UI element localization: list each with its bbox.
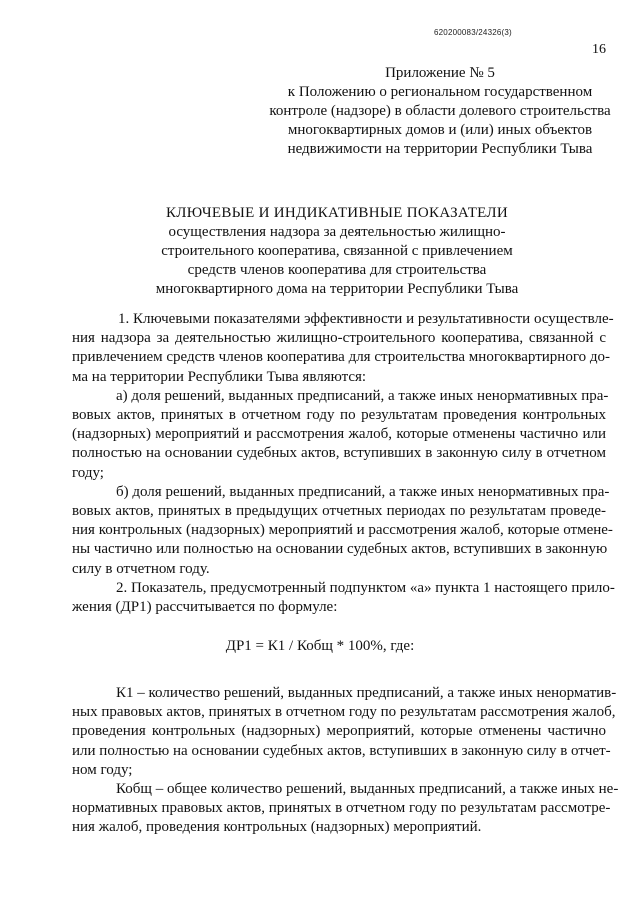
appendix-line: к Положению о региональном государственном [287, 84, 593, 100]
text-line: Кобщ – общее количество решений, выданных предписаний, а также иных не- [116, 781, 619, 798]
text-line: ния контрольных (надзорных) мероприятий и рассмотрения жалоб, которые отмене- [72, 522, 613, 539]
definitions [72, 684, 619, 838]
title-line: осуществления надзора за деятельностью жилищно- [168, 224, 506, 240]
text-line: привлечением средств членов кооператива для строительства многоквартирного до- [72, 349, 610, 366]
title-line: строительного кооператива, связанной с привлечением [161, 243, 513, 259]
text-line: вовых актов, принятых в отчетном году по результатам проведения контрольных [72, 407, 606, 424]
appendix-line: недвижимости на территории Республики Тыва [287, 141, 593, 157]
text-line: К1 – количество решений, выданных предписаний, а также иных ненорматив- [116, 685, 617, 701]
text-line: ма на территории Республики Тыва являются: [72, 368, 367, 385]
paragraph-1 [72, 310, 614, 387]
appendix-header [255, 64, 625, 159]
text-line: а) доля решений, выданных предписаний, а также иных ненормативных пра- [116, 387, 609, 404]
title-main: КЛЮЧЕВЫЕ И ИНДИКАТИВНЫЕ ПОКАЗАТЕЛИ [165, 205, 509, 221]
text-line: ны частично или полностью на основании судебных актов, вступивших в законную [72, 541, 608, 558]
page-number: 16 [592, 42, 606, 57]
text-line: или полностью на основании судебных актов, вступивших в законную силу в отчет- [72, 742, 611, 759]
paragraph-b [72, 483, 613, 579]
appendix-line: контроле (надзоре) в области долевого строительства [269, 103, 611, 119]
paragraph-2 [72, 579, 615, 617]
title-line: средств членов кооператива для строительства [187, 262, 487, 278]
title-line: многоквартирного дома на территории Республики Тыва [155, 281, 519, 297]
text-line: полностью на основании судебных актов, вступивших в законную силу в отчетном [72, 445, 606, 462]
text-line: ния надзора за деятельностью жилищно-строительного кооператива, связанной с [72, 330, 606, 347]
text-line: (надзорных) мероприятий и рассмотрения жалоб, которые отменены частично или [72, 426, 606, 443]
text-line: ных правовых актов, принятых в отчетном году по результатам рассмотрения жалоб, [72, 704, 616, 721]
text-line: ном году; [72, 761, 133, 778]
text-line: проведения контрольных (надзорных) мероприятий, которые отменены частично [72, 723, 606, 740]
appendix-line: Приложение № 5 [385, 65, 495, 81]
text-line: жения (ДР1) рассчитывается по формуле: [72, 599, 338, 616]
definition-k1 [72, 684, 617, 780]
appendix-line: многоквартирных домов и (или) иных объектов [287, 122, 593, 138]
text-line: вовых актов, принятых в предыдущих отчетных периодах по результатам проведе- [72, 503, 606, 520]
text-line: году; [72, 464, 104, 481]
body-text [72, 310, 615, 617]
formula: ДР1 = К1 / Кобщ * 100%, где: [225, 638, 415, 654]
text-line: силу в отчетном году. [72, 560, 210, 577]
document-code: 620200083/24326(3) [434, 28, 512, 37]
definition-kobsh [72, 780, 619, 838]
text-line: нормативных правовых актов, принятых в отчетном году по результатам рассмотре- [72, 800, 611, 817]
document-title [100, 204, 574, 299]
text-line: 1. Ключевыми показателями эффективности и результативности осуществле- [118, 311, 614, 327]
paragraph-a [72, 387, 609, 483]
text-line: б) доля решений, выданных предписаний, а также иных ненормативных пра- [116, 483, 610, 500]
text-line: 2. Показатель, предусмотренный подпунктом «а» пункта 1 настоящего прило- [116, 579, 615, 596]
text-line: ния жалоб, проведения контрольных (надзорных) мероприятий. [72, 819, 482, 836]
